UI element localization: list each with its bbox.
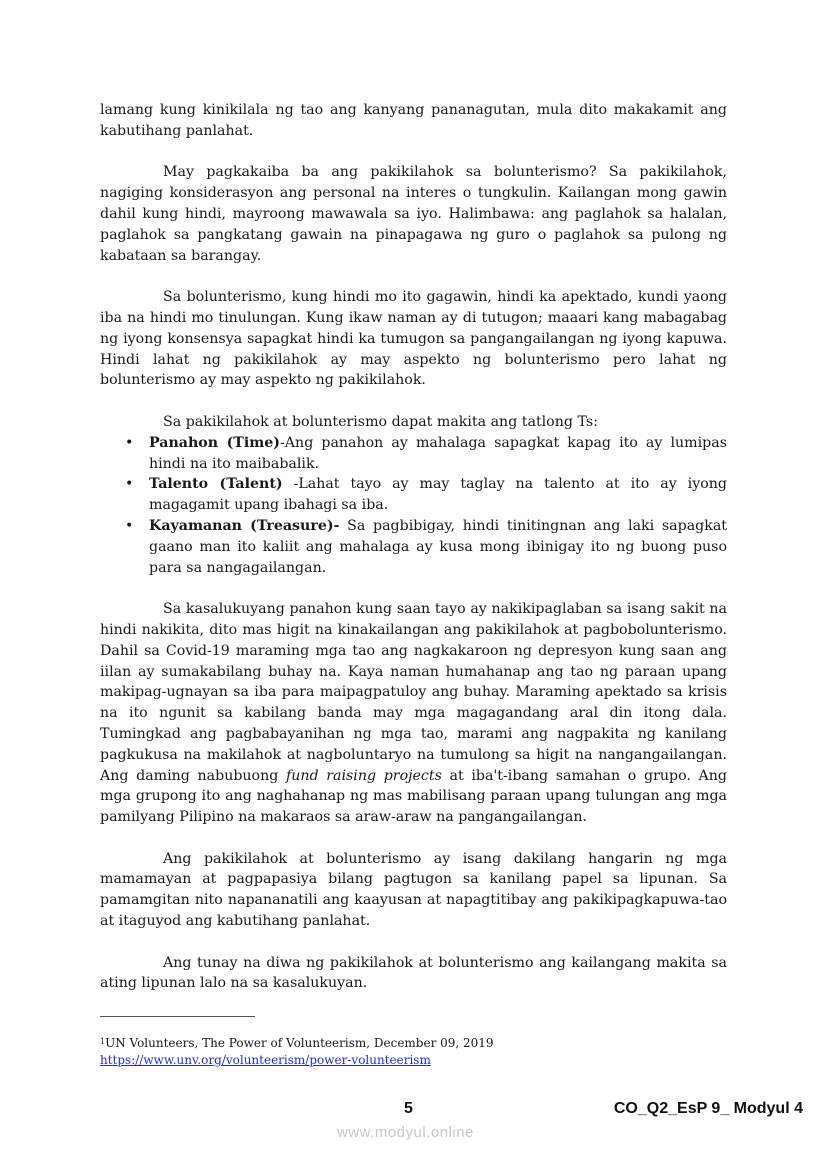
document-body [100,100,727,1015]
footnote-divider [100,1016,255,1017]
bullet-icon: • [125,476,134,493]
italic-term-fund-raising: fund raising projects [285,767,442,784]
paragraph-continuation: lamang kung kinikilala ng tao ang kanyang pananagutan, mula dito makakamit ang kabutihang panlahat. [100,102,727,139]
term-description: -Ang panahon ay mahalaga sapagkat kapag ito ay lumipas hindi na ito maibabalik. [149,434,727,472]
term-label: Panahon (Time) [149,434,281,451]
three-ts-list [100,433,727,579]
term-description: Sa pagbibigay, hindi tinitingnan ang laki sapagkat gaano man ito kaliit ang mahalaga ay kusa mong ibinigay ito ng buong puso para sa nangagailangan. [149,517,727,576]
module-code: CO_Q2_EsP 9_ Modyul 4 [613,1100,803,1117]
text-segment: at iba't-ibang samahan o grupo. Ang mga grupong ito ang naghahanap ng mas mabilisang paraan upang tulungan ang mga pamilyang Pilipino na makaraos sa araw-araw na pangangailangan. [100,767,728,826]
watermark: www.modyul.online [337,1124,474,1141]
term-label: Talento (Talent) [149,476,283,493]
paragraph-pakikilahok-vs-bolunterismo: May pagkakaiba ba ang pakikilahok sa bolunterismo? Sa pakikilahok, nagiging konsiderasyon ang personal na interes o tungkulin. Kailangan mong gawin dahil kung hindi, mayroong mawawala sa iyo. Halimbawa: ang paglahok sa halalan, paglahok sa pangkatang gawain na pinapagawa ng guro o paglahok sa pulong ng kabataan sa barangay. [100,164,727,264]
footnote-link[interactable]: https://www.unv.org/volunteerism/power-volunteerism [100,1053,431,1067]
text-segment: Sa kasalukuyang panahon kung saan tayo ay nakikipaglaban sa isang sakit na hindi nakikita, dito mas higit na kinakailangan ang pakikilahok at pagbobolunterismo. Dahil sa Covid-19 maraming mga tao ang nagkakaroon ng depresyon kung saan ang iilan ay sumakabilang buhay na. Kaya naman humahanap ang tao ng paraan upang makipag-ugnayan sa iba para maipagpatuloy ang buhay. Maraming apektado sa krisis na ito ngunit sa kabilang banda may mga magagandang aral din itong dala. Tumingkad ang pagbabayanihan ng mga tao, marami ang nagpakita ng kanilang pagkukusa na makilahok at nagboluntaryo na tumulong sa higit na nangangailangan. Ang daming nabubuong [100,601,727,784]
paragraph-dakilang-hangarin: Ang pakikilahok at bolunterismo ay isang dakilang hangarin ng mga mamamayan at pagpapasiya bilang pagtugon sa kanilang papel sa lipunan. Sa pamamgitan nito napananatili ang kaayusan at napagtitibay ang pakikipagkapuwa-tao at itaguyod ang kabutihang panlahat. [100,850,727,930]
page-number: 5 [404,1100,413,1117]
list-item-treasure [100,516,727,578]
paragraph-bolunterismo: Sa bolunterismo, kung hindi mo ito gagawin, hindi ka apektado, kundi yaong iba na hindi mo tinulungan. Kung ikaw naman ay di tutugon; maaari kang mabagabag ng iyong konsensya sapagkat hindi ka tumugon sa pangangailangan ng iyong kapuwa. Hindi lahat ng pakikilahok ay may aspekto ng bolunterismo pero lahat ng bolunterismo ay may aspekto ng pakikilahok. [100,289,727,389]
term-label: Kayamanan (Treasure)- [149,517,340,534]
list-item-talent [100,474,727,516]
bullet-icon: • [125,434,134,451]
bullet-icon: • [125,517,134,534]
footnote-citation [100,1033,600,1052]
list-item-time [100,433,727,475]
footnote [100,1033,600,1069]
term-description: -Lahat tayo ay may taglay na talento at ito ay iyong magagamit upang ibahagi sa iba. [149,476,727,514]
paragraph-covid-volunteerism [100,599,727,828]
paragraph-tunay-na-diwa: Ang tunay na diwa ng pakikilahok at bolunterismo ang kailangang makita sa ating lipunan lalo na sa kasalukuyan. [100,954,727,992]
footnote-citation-text: UN Volunteers, The Power of Volunteerism, December 09, 2019 [105,1036,494,1050]
footnote-marker: 1 [100,1037,106,1046]
paragraph-three-ts-intro: Sa pakikilahok at bolunterismo dapat makita ang tatlong Ts: [163,413,598,430]
